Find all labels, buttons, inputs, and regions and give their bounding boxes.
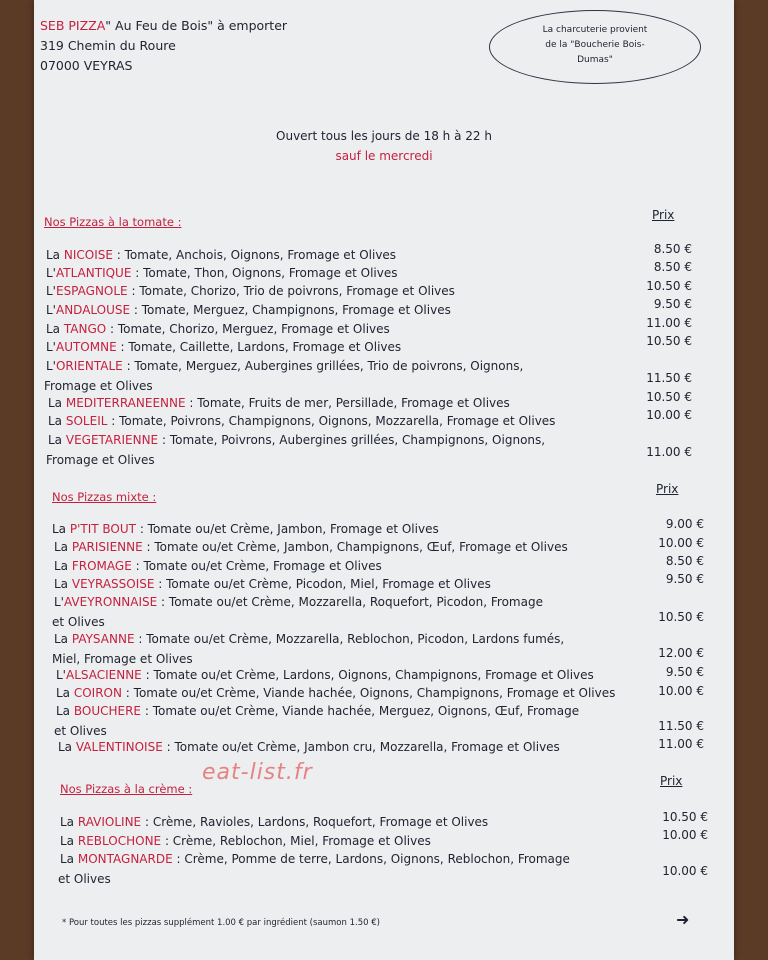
item-price: 9.50 € [665,665,704,679]
menu-item-automne [46,338,401,356]
item-prefix: L' [54,595,64,609]
menu-item-vegetarienne [48,431,545,449]
menu-item-valentinoise [58,738,560,756]
item-description: : Tomate, Poivrons, Champignons, Oignons, Mozzarella, Fromage et Olives [107,414,556,428]
item-name: PAYSANNE [71,632,135,646]
brand-name: SEB PIZZA [40,18,106,33]
menu-item-reblochone [60,832,431,850]
item-description: : Tomate ou/et Crème, Fromage et Olives [131,559,382,573]
item-description: : Tomate ou/et Crème, Jambon, Fromage et Olives [136,522,439,536]
item-description: : Crème, Ravioles, Lardons, Roquefort, Fromage et Olives [141,815,489,829]
item-name: ANDALOUSE [55,303,131,317]
menu-item-nicoise [46,246,396,264]
item-name: NICOISE [63,248,113,262]
item-description: : Tomate, Merguez, Champignons, Fromage et Olives [130,303,451,317]
item-description-continued: et Olives [54,724,107,738]
item-price: 11.00 € [658,737,704,751]
item-prefix: La [52,522,70,536]
item-price: 8.50 € [653,260,692,274]
item-prefix: L' [46,303,56,317]
item-price: 10.00 € [658,536,704,550]
item-prefix: La [56,704,74,718]
item-name: VEGETARIENNE [65,433,159,447]
menu-item-alsacienne [56,666,594,684]
section-title-mixte: Nos Pizzas mixte : [52,490,157,504]
item-name: VALENTINOISE [75,740,163,754]
item-price: 9.50 € [653,297,692,311]
item-prefix: La [58,740,76,754]
item-price: 10.50 € [646,390,692,404]
item-prefix: La [48,414,66,428]
item-price: 11.50 € [658,719,704,733]
item-name: ESPAGNOLE [55,284,128,298]
item-description: : Tomate ou/et Crème, Mozzarella, Reblochon, Picodon, Lardons fumés, [134,632,565,646]
item-prefix: La [56,686,74,700]
item-description: : Crème, Reblochon, Miel, Fromage et Olives [161,834,431,848]
item-description: : Crème, Pomme de terre, Lardons, Oignons, Reblochon, Fromage [172,852,570,866]
item-name: ORIENTALE [55,359,123,373]
brand-suffix: " Au Feu de Bois" à emporter [105,18,288,33]
item-prefix: La [48,396,66,410]
item-name: REBLOCHONE [77,834,162,848]
menu-item-ptitbout [52,520,439,538]
arrow-right-icon: ➜ [676,910,690,929]
price-header-tomate: Prix [652,208,675,222]
menu-item-montagnarde [60,850,570,868]
item-price: 9.50 € [665,572,704,586]
item-name: AVEYRONNAISE [63,595,158,609]
menu-item-paysanne [54,630,564,648]
item-description: : Tomate, Fruits de mer, Persillade, Fromage et Olives [185,396,510,410]
restaurant-address [40,16,287,76]
item-price: 11.00 € [646,316,692,330]
item-name: AUTOMNE [55,340,117,354]
item-description-continued: et Olives [58,872,111,886]
item-price: 10.50 € [646,334,692,348]
item-description: : Tomate, Poivrons, Aubergines grillées, Champignons, Oignons, [158,433,546,447]
item-price: 12.00 € [658,646,704,660]
item-prefix: La [46,248,64,262]
price-header-mixte: Prix [656,482,679,496]
item-prefix: L' [46,284,56,298]
price-header-creme: Prix [660,774,683,788]
item-description: : Tomate ou/et Crème, Jambon, Champignons, Œuf, Fromage et Olives [142,540,568,554]
item-name: ALSACIENNE [65,668,142,682]
item-price: 9.00 € [665,517,704,531]
menu-item-parisienne [54,538,568,556]
item-price: 10.00 € [658,684,704,698]
address-line2: 07000 VEYRAS [40,58,133,73]
notice-line1: La charcuterie provient [542,25,648,35]
section-title-tomate: Nos Pizzas à la tomate : [44,215,182,229]
menu-item-coiron [56,684,615,702]
notice-line2: de la "Boucherie Bois- [545,40,645,50]
item-description: : Tomate, Chorizo, Merguez, Fromage et Olives [106,322,390,336]
item-price: 11.00 € [646,445,692,459]
item-price: 10.50 € [658,610,704,624]
opening-hours [34,126,734,166]
footnote: * Pour toutes les pizzas supplément 1.00 € par ingrédient (saumon 1.50 €) [62,918,380,928]
watermark: eat-list.fr [202,760,313,785]
menu-item-atlantique [46,264,397,282]
item-prefix: L' [46,359,56,373]
item-name: TANGO [63,322,107,336]
item-name: PARISIENNE [71,540,143,554]
item-description: : Tomate, Merguez, Aubergines grillées, Trio de poivrons, Oignons, [122,359,524,373]
item-name: VEYRASSOISE [71,577,155,591]
item-name: SOLEIL [65,414,108,428]
item-prefix: La [54,540,72,554]
menu-item-bouchere [56,702,579,720]
menu-item-fromage [54,557,382,575]
item-price: 10.00 € [646,408,692,422]
menu-item-ravioline [60,813,488,831]
menu-item-aveyronnaise [54,593,543,611]
item-description-continued: Fromage et Olives [44,379,153,393]
item-description-continued: Miel, Fromage et Olives [52,652,193,666]
item-name: RAVIOLINE [77,815,142,829]
item-description: : Tomate ou/et Crème, Viande hachée, Merguez, Oignons, Œuf, Fromage [141,704,580,718]
item-name: P'TIT BOUT [69,522,136,536]
item-prefix: L' [46,340,56,354]
item-prefix: La [60,852,78,866]
hours-line2: sauf le mercredi [335,149,433,163]
menu-item-orientale [46,357,523,375]
menu-item-tango [46,320,390,338]
item-description: : Tomate, Thon, Oignons, Fromage et Olives [131,266,398,280]
item-prefix: La [54,632,72,646]
item-description: : Tomate, Caillette, Lardons, Fromage et Olives [116,340,402,354]
item-description: : Tomate, Anchois, Oignons, Fromage et Olives [112,248,397,262]
item-description-continued: Fromage et Olives [46,453,155,467]
item-name: BOUCHERE [73,704,142,718]
item-prefix: La [54,559,72,573]
address-line1: 319 Chemin du Roure [40,38,176,53]
item-description: : Tomate ou/et Crème, Lardons, Oignons, Champignons, Fromage et Olives [141,668,594,682]
item-description: : Tomate ou/et Crème, Picodon, Miel, Fromage et Olives [154,577,491,591]
item-name: FROMAGE [71,559,132,573]
item-name: MONTAGNARDE [77,852,173,866]
item-description-continued: et Olives [52,615,105,629]
item-price: 10.50 € [646,279,692,293]
item-prefix: La [60,815,78,829]
notice-line3: Dumas" [577,55,613,65]
item-description: : Tomate ou/et Crème, Mozzarella, Roquefort, Picodon, Fromage [157,595,543,609]
item-prefix: L' [56,668,66,682]
item-price: 8.50 € [665,554,704,568]
item-name: MEDITERRANEENNE [65,396,186,410]
hours-line1: Ouvert tous les jours de 18 h à 22 h [276,129,492,143]
item-prefix: La [48,433,66,447]
item-description: : Tomate, Chorizo, Trio de poivrons, Fromage et Olives [127,284,455,298]
item-price: 10.00 € [662,864,708,878]
item-prefix: La [54,577,72,591]
menu-item-veyrassoise [54,575,491,593]
menu-item-soleil [48,412,555,430]
charcuterie-notice [489,10,701,84]
section-title-creme: Nos Pizzas à la crème : [60,782,193,796]
item-price: 10.50 € [662,810,708,824]
item-price: 11.50 € [646,371,692,385]
menu-item-andalouse [46,301,451,319]
item-description: : Tomate ou/et Crème, Jambon cru, Mozzarella, Fromage et Olives [162,740,560,754]
menu-item-espagnole [46,282,455,300]
item-name: COIRON [73,686,122,700]
item-price: 8.50 € [653,242,692,256]
item-prefix: La [60,834,78,848]
item-prefix: L' [46,266,56,280]
item-name: ATLANTIQUE [55,266,132,280]
brand-line [40,16,287,36]
item-description: : Tomate ou/et Crème, Viande hachée, Oignons, Champignons, Fromage et Olives [121,686,616,700]
item-price: 10.00 € [662,828,708,842]
menu-sheet [34,0,734,960]
item-prefix: La [46,322,64,336]
menu-item-mediterraneenne [48,394,510,412]
